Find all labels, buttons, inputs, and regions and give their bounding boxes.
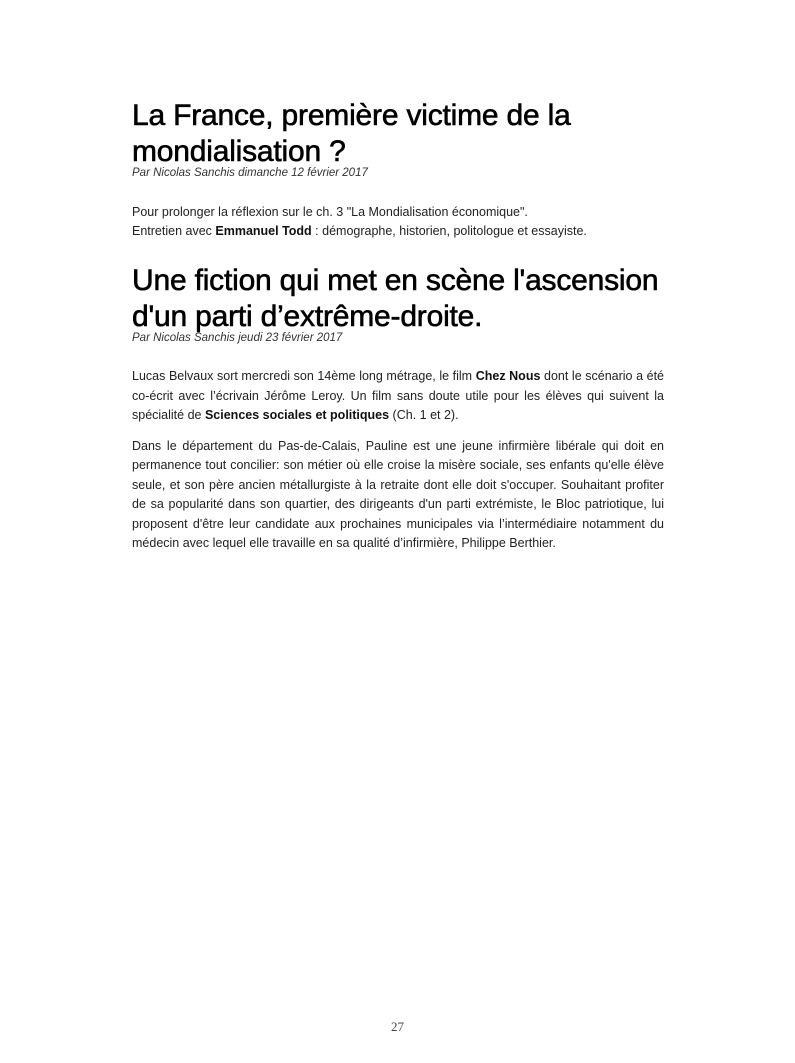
film-title: Chez Nous bbox=[475, 369, 541, 383]
body-text: dont le scénario a été co-écrit avec l’écrivain Jérôme Leroy. Un film sans doute utile pour les élèves qui suivent la spécialité de bbox=[132, 369, 665, 422]
person-name: Emmanuel Todd bbox=[215, 224, 312, 238]
intro-text: : démographe, historien, politologue et essayiste. bbox=[311, 224, 587, 238]
article-mondialisation bbox=[132, 98, 664, 241]
document-page bbox=[132, 98, 664, 565]
article-byline: Par Nicolas Sanchis jeudi 23 février 2017 bbox=[132, 332, 343, 344]
body-text: Lucas Belvaux sort mercredi son 14ème long métrage, le film bbox=[132, 369, 476, 383]
article-title: Une fiction qui met en scène l'ascension d'un parti d’extrême-droite. bbox=[132, 264, 659, 333]
specialty-name: Sciences sociales et politiques bbox=[204, 408, 390, 422]
body-text: (Ch. 1 et 2). bbox=[389, 408, 459, 422]
article-body bbox=[132, 367, 664, 554]
article-intro bbox=[132, 203, 664, 241]
intro-line bbox=[132, 222, 664, 241]
intro-text: Entretien avec bbox=[132, 224, 216, 238]
article-fiction bbox=[132, 263, 664, 554]
article-title: La France, première victime de la mondialisation ? bbox=[132, 99, 571, 168]
page-number: 27 bbox=[391, 1019, 404, 1034]
body-paragraph bbox=[132, 367, 664, 426]
intro-line: Pour prolonger la réflexion sur le ch. 3 "La Mondialisation économique". bbox=[132, 205, 528, 219]
article-byline: Par Nicolas Sanchis dimanche 12 février 2017 bbox=[132, 167, 368, 179]
body-paragraph: Dans le département du Pas-de-Calais, Pauline est une jeune infirmière libérale qui doit en permanence tout concilier: son métier où elle croise la misère sociale, ses enfants qu'elle élève seule, et son père ancien métallurgiste à la retraite dont elle doit s'occuper. Souhaitant profiter de sa popularité dans son quartier, des dirigeants d'un parti extrémiste, le Bloc patriotique, lui proposent d'être leur candidate aux prochaines municipales via l’intermédiaire notamment du médecin avec lequel elle travaille en sa qualité d’infirmière, Philippe Berthier. bbox=[132, 438, 664, 550]
